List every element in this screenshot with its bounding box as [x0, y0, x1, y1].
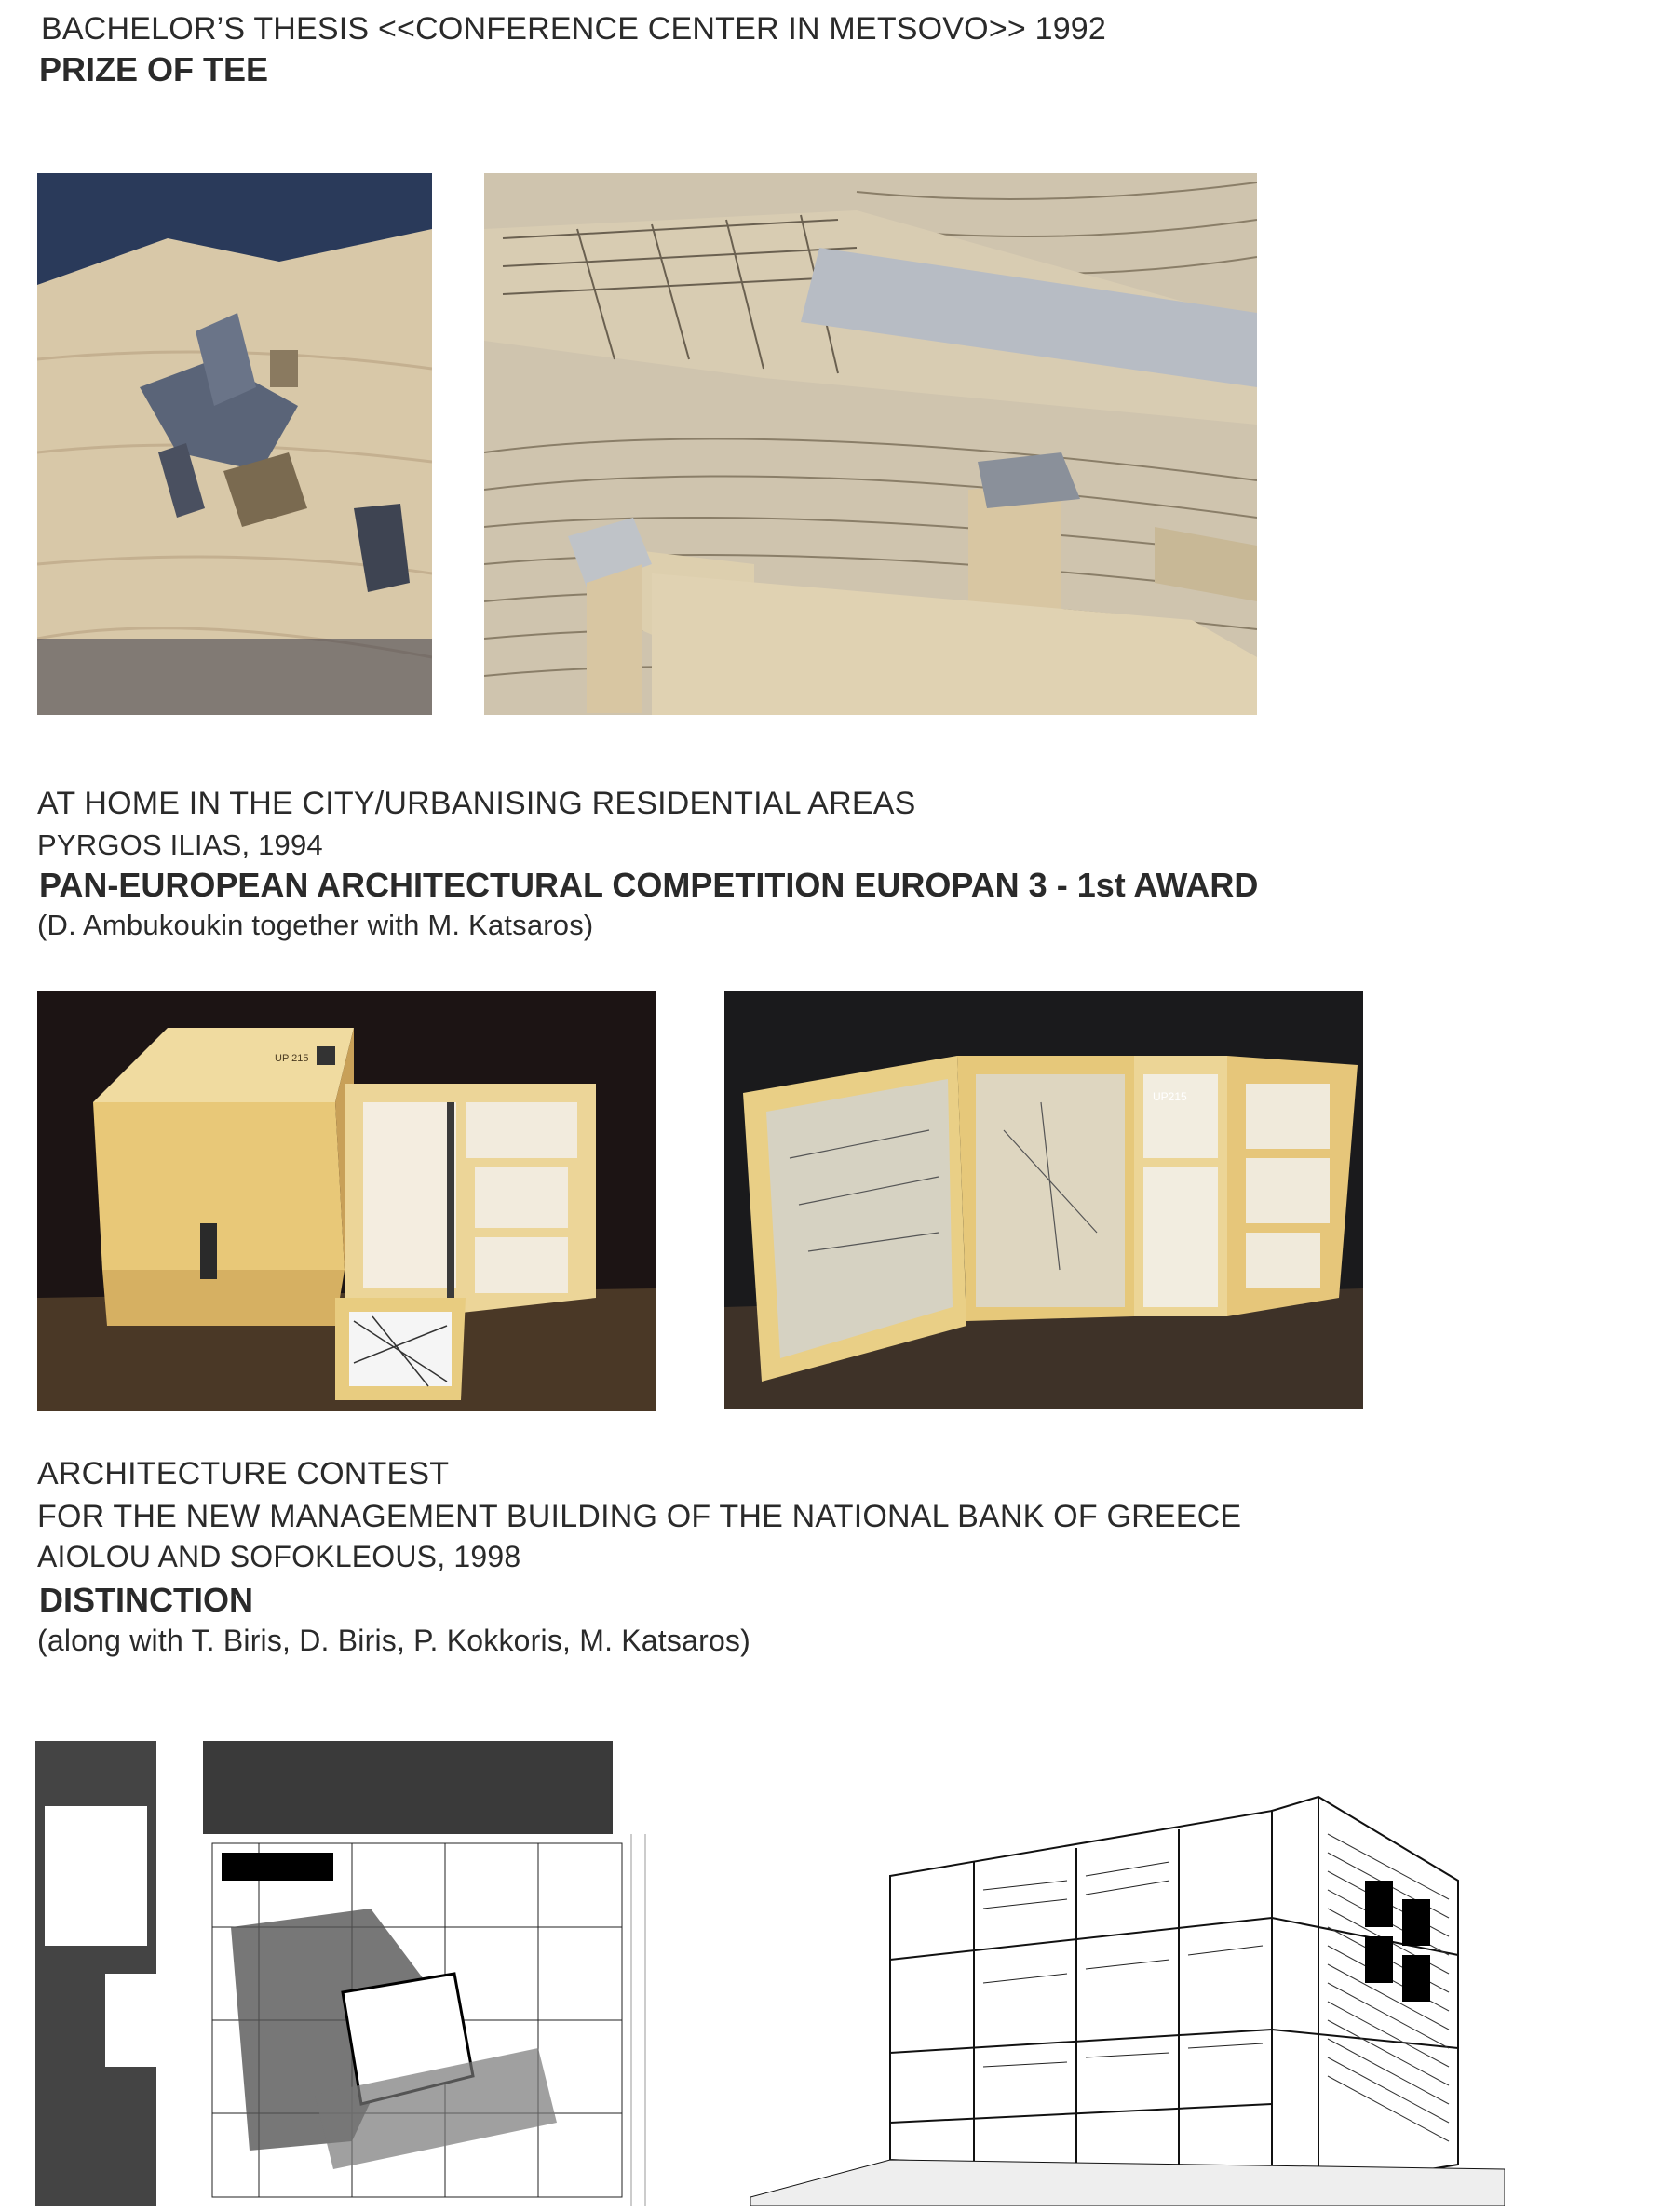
section3-line3: AIOLOU AND SOFOKLEOUS, 1998 — [37, 1540, 521, 1573]
box-label-1: UP 215 — [275, 1053, 309, 1064]
bank-floor-plan-drawing — [35, 1741, 656, 2206]
section2-credits: (D. Ambukoukin together with M. Katsaros) — [37, 909, 594, 941]
section3-credits: (along with T. Biris, D. Biris, P. Kokkoris, M. Katsaros) — [37, 1624, 750, 1657]
europan-box-closed-photo — [37, 991, 656, 1411]
box-label-2: UP215 — [1153, 1090, 1187, 1103]
section1-award: PRIZE OF TEE — [39, 50, 269, 88]
section1-title: BACHELOR’S THESIS <<CONFERENCE CENTER IN METSOVO>> 1992 — [41, 11, 1107, 47]
metsovo-model-perspective-photo — [484, 173, 1257, 715]
europan-box-open-photo — [724, 991, 1363, 1409]
metsovo-site-model-photo — [37, 173, 432, 715]
section3-award: DISTINCTION — [39, 1581, 253, 1619]
section2-line1: AT HOME IN THE CITY/URBANISING RESIDENTIAL AREAS — [37, 786, 916, 821]
section3-line2: FOR THE NEW MANAGEMENT BUILDING OF THE NATIONAL BANK OF GREECE — [37, 1499, 1242, 1534]
section2-line2: PYRGOS ILIAS, 1994 — [37, 829, 323, 861]
section2-award: PAN-EUROPEAN ARCHITECTURAL COMPETITION EUROPAN 3 - 1st AWARD — [39, 866, 1259, 904]
section3-line1: ARCHITECTURE CONTEST — [37, 1456, 450, 1491]
bank-perspective-drawing — [750, 1769, 1505, 2206]
